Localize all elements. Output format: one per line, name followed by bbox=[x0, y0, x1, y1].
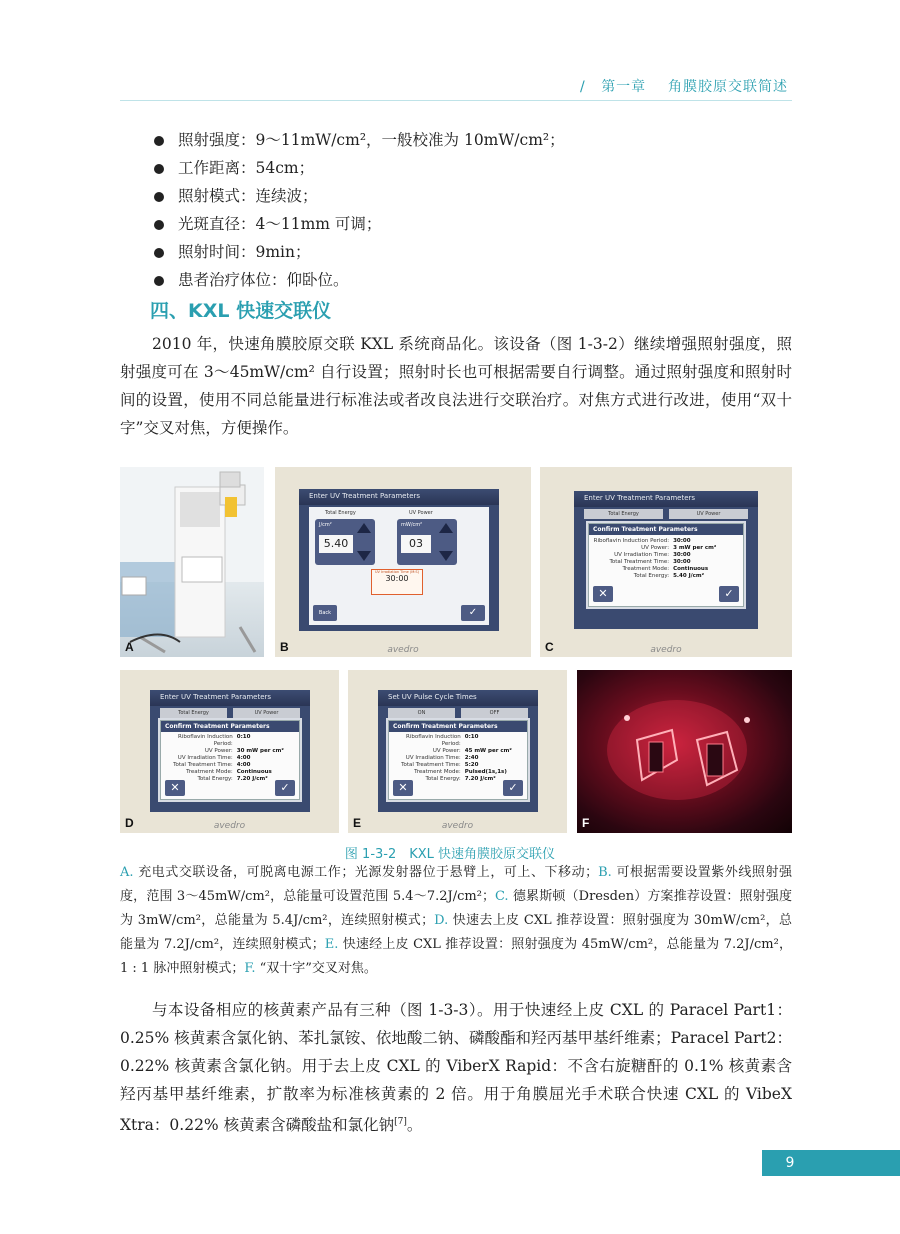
screen-title: Set UV Pulse Cycle Times bbox=[378, 690, 538, 706]
energy-unit: J/cm² bbox=[319, 522, 332, 528]
parameter-name: Total Treatment Time: bbox=[173, 762, 233, 768]
brand-logo: avedro bbox=[213, 821, 246, 831]
parameter-name: UV Irradiation Time: bbox=[177, 755, 233, 761]
tab-off[interactable]: OFF bbox=[461, 708, 528, 718]
cancel-x-icon[interactable]: ✕ bbox=[165, 780, 185, 796]
energy-stepper[interactable] bbox=[315, 519, 375, 565]
paragraph-end: 。 bbox=[406, 1116, 423, 1135]
parameter-value: 7.20 J/cm² bbox=[236, 776, 268, 782]
laser-focus-illustration bbox=[577, 670, 792, 833]
header-slash: / bbox=[580, 79, 586, 95]
figure-panel-d bbox=[120, 670, 339, 833]
parameter-row bbox=[389, 755, 527, 762]
parameter-value: 30:00 bbox=[673, 559, 691, 565]
caption-label: E. bbox=[324, 937, 339, 952]
parameter-row bbox=[589, 545, 743, 552]
parameter-name: UV Power: bbox=[641, 545, 670, 551]
figure-panel-f bbox=[577, 670, 792, 833]
figure-panel-b bbox=[275, 467, 531, 657]
parameter-row bbox=[589, 559, 743, 566]
parameter-name: Total Energy: bbox=[197, 776, 233, 782]
panel-label: C bbox=[545, 640, 554, 654]
device-photo-illustration bbox=[120, 467, 264, 657]
tab-bar bbox=[584, 509, 748, 519]
power-value: 03 bbox=[401, 535, 431, 553]
cancel-x-icon[interactable]: ✕ bbox=[593, 586, 613, 602]
parameter-row bbox=[589, 552, 743, 559]
confirm-check-icon[interactable]: ✓ bbox=[719, 586, 739, 602]
page-number: 9 bbox=[785, 1155, 795, 1171]
caption-label: C. bbox=[494, 889, 509, 904]
parameter-value: 30:00 bbox=[673, 552, 691, 558]
parameter-value: 5.40 J/cm² bbox=[673, 573, 705, 579]
parameter-value: 30 mW per cm² bbox=[236, 748, 284, 754]
cancel-x-icon[interactable]: ✕ bbox=[393, 780, 413, 796]
caption-label: F. bbox=[244, 961, 256, 976]
tab-total-energy[interactable]: Total Energy bbox=[160, 708, 227, 718]
caption-text: 充电式交联设备，可脱离电源工作；光源发射器位于悬臂上，可上、下移动； bbox=[133, 865, 599, 880]
parameter-name: Total Treatment Time: bbox=[401, 762, 461, 768]
parameter-row bbox=[589, 538, 743, 545]
section-title: 四、KXL 快速交联仪 bbox=[150, 300, 332, 322]
brand-logo: avedro bbox=[387, 645, 419, 655]
caption-text: 快速经上皮 CXL 推荐设置：照射强度为 45mW/cm²，总能量为 7.2J/cm²，1 : 1 脉冲照射模式； bbox=[120, 937, 793, 976]
power-label: UV Power bbox=[409, 510, 433, 516]
parameter-row bbox=[161, 769, 299, 776]
dialog-title: Confirm Treatment Parameters bbox=[589, 524, 743, 535]
caption-text: 快速去上皮 CXL 推荐设置：照射强度为 30mW/cm²，总能量为 7.2J/cm²，连续照射模式； bbox=[120, 913, 793, 952]
confirm-dialog bbox=[388, 720, 528, 800]
parameter-row bbox=[389, 748, 527, 755]
energy-label: Total Energy bbox=[325, 510, 356, 516]
figure-caption bbox=[120, 861, 792, 981]
parameter-name: Treatment Mode: bbox=[186, 769, 233, 775]
parameter-value: 3 mW per cm² bbox=[673, 545, 717, 551]
caption-label: D. bbox=[434, 913, 449, 928]
figure-panel-c bbox=[540, 467, 792, 657]
list-item: 照射时间：9min； bbox=[152, 238, 565, 266]
parameter-row bbox=[161, 734, 299, 748]
parameter-name: Total Energy: bbox=[633, 573, 670, 579]
dialog-title: Confirm Treatment Parameters bbox=[389, 721, 527, 732]
caption-label: A. bbox=[120, 865, 134, 880]
list-item: 患者治疗体位：仰卧位。 bbox=[152, 266, 565, 294]
arrow-down-icon[interactable] bbox=[439, 551, 453, 561]
parameter-value: 0:10 bbox=[236, 734, 251, 740]
parameter-value: 2:40 bbox=[464, 755, 479, 761]
parameter-name: Treatment Mode: bbox=[414, 769, 461, 775]
screen-title: Enter UV Treatment Parameters bbox=[574, 491, 758, 507]
reference-citation[interactable]: [7] bbox=[394, 1117, 407, 1127]
parameter-value: 4:00 bbox=[236, 755, 251, 761]
parameter-row bbox=[589, 566, 743, 573]
parameter-row bbox=[161, 748, 299, 755]
parameter-value: Continuous bbox=[236, 769, 272, 775]
caption-text: 德累斯顿（Dresden）方案推荐设置：照射强度为 3mW/cm²，总能量为 5.4J/cm²，连续照射模式； bbox=[120, 889, 792, 928]
irradiation-time-box bbox=[371, 569, 423, 595]
parameter-name: UV Power: bbox=[204, 748, 233, 754]
panel-label: B bbox=[280, 640, 289, 654]
list-item: 光斑直径：4～11mm 可调； bbox=[152, 210, 565, 238]
time-value: 30:00 bbox=[385, 574, 409, 583]
power-stepper[interactable] bbox=[397, 519, 457, 565]
caption-label: B. bbox=[598, 865, 612, 880]
parameter-row bbox=[389, 734, 527, 748]
parameter-value: Pulsed(1s,1s) bbox=[464, 769, 507, 775]
parameter-value: 30:00 bbox=[673, 538, 691, 544]
caption-text: “双十字”交叉对焦。 bbox=[255, 961, 377, 976]
parameter-name: Total Energy: bbox=[425, 776, 461, 782]
tab-on[interactable]: ON bbox=[388, 708, 455, 718]
parameter-value: 45 mW per cm² bbox=[464, 748, 512, 754]
tab-uv-power[interactable]: UV Power bbox=[233, 708, 300, 718]
arrow-up-icon[interactable] bbox=[357, 523, 371, 533]
parameter-name: UV Power: bbox=[432, 748, 461, 754]
parameter-value: 4:00 bbox=[236, 762, 251, 768]
parameter-row bbox=[389, 769, 527, 776]
parameter-name: Riboflavin Induction Period: bbox=[406, 734, 461, 747]
list-item: 照射强度：9～11mW/cm²，一般校准为 10mW/cm²； bbox=[152, 126, 565, 154]
body-paragraph bbox=[120, 996, 792, 1139]
paragraph-text: 与本设备相应的核黄素产品有三种（图 1-3-3）。用于快速经上皮 CXL 的 Paracel Part1：0.25% 核黄素含氯化钠、苯扎氯铵、依地酸二钠、磷酸酯和羟丙基甲基纤维素；Paracel Part2：0.22% 核黄素含氯化钠。用于去上皮 CXL 的 ViberX Rapid：不含右旋糖酐的 0.1% 核黄素含羟丙基甲基纤维素，扩散率为标准核黄素的 2 倍。用于角膜屈光手术联合快速 CXL 的 VibeX Xtra：0.22% 核黄素含磷酸盐和氯化钠 bbox=[120, 1001, 792, 1135]
energy-value: 5.40 bbox=[319, 535, 353, 553]
brand-logo: avedro bbox=[441, 821, 474, 831]
parameter-value: Continuous bbox=[673, 566, 709, 572]
confirm-dialog bbox=[588, 523, 744, 607]
list-item: 照射模式：连续波； bbox=[152, 182, 565, 210]
panel-label: E bbox=[353, 816, 362, 830]
parameter-name: Treatment Mode: bbox=[622, 566, 670, 572]
list-item: 工作距离：54cm； bbox=[152, 154, 565, 182]
tab-bar bbox=[388, 708, 528, 718]
figure-panel-a bbox=[120, 467, 264, 657]
parameter-name: UV Irradiation Time: bbox=[614, 552, 670, 558]
parameter-row bbox=[161, 762, 299, 769]
parameter-value: 7.20 J/cm² bbox=[464, 776, 496, 782]
parameter-name: Total Treatment Time: bbox=[609, 559, 670, 565]
spec-list bbox=[152, 126, 565, 294]
header bbox=[580, 76, 788, 96]
confirm-check-icon[interactable]: ✓ bbox=[503, 780, 523, 796]
figure-caption-title: 图 1-3-2 KXL 快速角膜胶原交联仪 bbox=[344, 847, 556, 862]
brand-logo: avedro bbox=[650, 645, 682, 655]
panel-label: F bbox=[582, 816, 590, 830]
dialog-title: Confirm Treatment Parameters bbox=[161, 721, 299, 732]
parameter-name: Riboflavin Induction Period: bbox=[593, 538, 670, 544]
parameter-row bbox=[389, 762, 527, 769]
parameter-name: Riboflavin Induction Period: bbox=[178, 734, 233, 747]
parameter-row bbox=[589, 573, 743, 580]
tab-total-energy[interactable]: Total Energy bbox=[584, 509, 663, 519]
power-unit: mW/cm² bbox=[401, 522, 423, 528]
chapter-label: 第一章 bbox=[601, 79, 647, 95]
time-label: UV Irradiation Time (M:S) bbox=[374, 570, 420, 574]
header-divider bbox=[120, 100, 792, 101]
screen-title: Enter UV Treatment Parameters bbox=[150, 690, 310, 706]
confirm-check-icon[interactable]: ✓ bbox=[461, 605, 485, 621]
parameter-name: UV Irradiation Time: bbox=[405, 755, 461, 761]
back-button[interactable]: Back bbox=[313, 605, 337, 621]
parameter-value: 0:10 bbox=[464, 734, 479, 740]
parameter-row bbox=[161, 755, 299, 762]
confirm-dialog bbox=[160, 720, 300, 800]
screen-title: Enter UV Treatment Parameters bbox=[299, 489, 499, 505]
parameter-value: 5:20 bbox=[464, 762, 479, 768]
confirm-check-icon[interactable]: ✓ bbox=[275, 780, 295, 796]
arrow-down-icon[interactable] bbox=[357, 551, 371, 561]
panel-label: A bbox=[125, 640, 134, 654]
body-paragraph: 2010 年，快速角膜胶原交联 KXL 系统商品化。该设备（图 1-3-2）继续增强照射强度，照射强度可在 3～45mW/cm² 自行设置；照射时长也可根据需要自行调整。通过照射强度和照射时间的设置，使用不同总能量进行标准法或者改良法进行交联治疗。对焦方式进行改进，使用“双十字”交叉对焦，方便操作。 bbox=[120, 335, 792, 437]
tab-bar bbox=[160, 708, 300, 718]
chapter-title: 角膜胶原交联简述 bbox=[668, 79, 788, 95]
arrow-up-icon[interactable] bbox=[439, 523, 453, 533]
panel-label: D bbox=[125, 816, 134, 830]
tab-uv-power[interactable]: UV Power bbox=[669, 509, 748, 519]
caption-text: 可根据需要设置紫外线照射强度，范围 3～45mW/cm²，总能量可设置范围 5.4～7.2J/cm²； bbox=[120, 865, 792, 904]
figure-panel-e bbox=[348, 670, 567, 833]
